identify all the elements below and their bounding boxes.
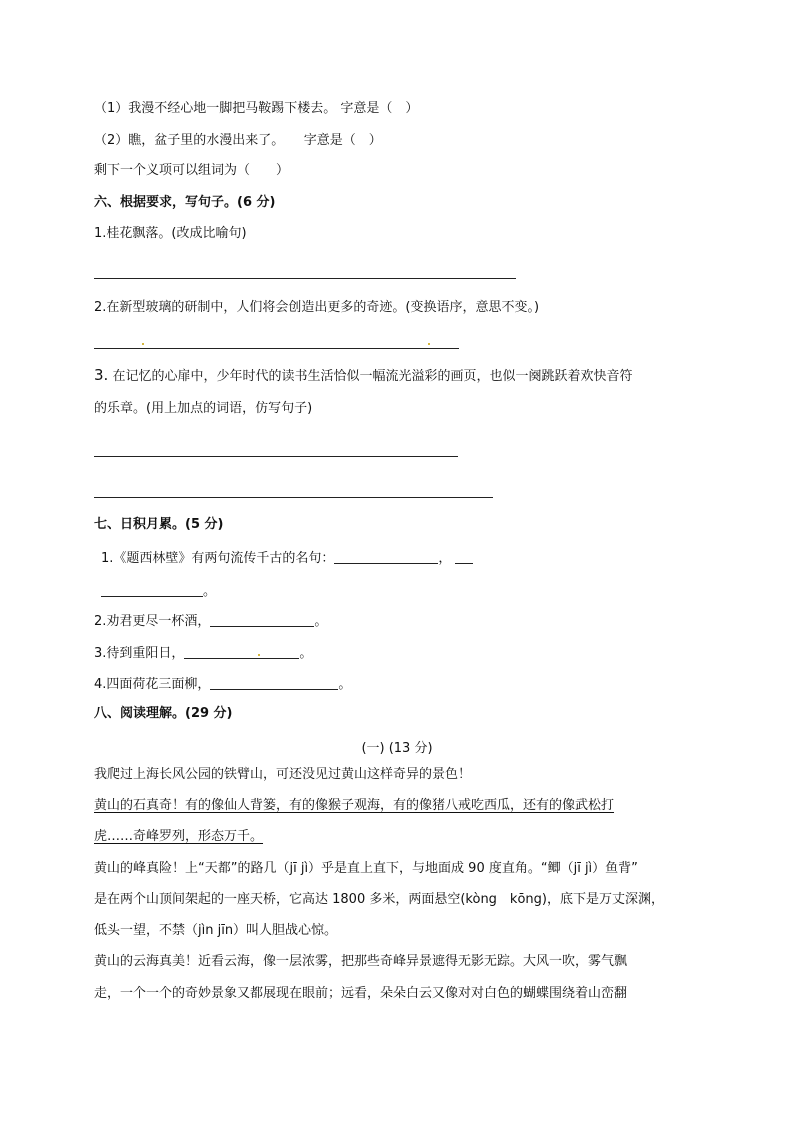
s6-q2-answer-line[interactable]: [94, 348, 459, 349]
passage-paragraph-2-line-1: 黄山的石真奇！有的像仙人背篓，有的像猴子观海，有的像猪八戒吃西瓜，还有的像武松打: [94, 798, 615, 813]
s7-q1-separator: ，: [438, 551, 452, 566]
reading-part-1-title: (一) (13 分): [361, 741, 433, 756]
q5-item-2: （2）瞧，盆子里的水漫出来了。 字意是（ ）: [94, 133, 382, 148]
s7-question-2: [94, 612, 327, 631]
emphasis-dot: [428, 343, 430, 345]
s6-question-1: 1.桂花飘落。(改成比喻句): [94, 226, 247, 241]
s6-question-3-text: 在记忆的心扉中，少年时代的读书生活恰似一幅流光溢彩的画页，也似一阕跳跃着欢快音符: [108, 369, 633, 384]
q5-item-1: （1）我漫不经心地一脚把马鞍踢下楼去。 字意是（ ）: [94, 101, 419, 116]
emphasis-dot: [258, 654, 260, 656]
s6-question-3-line-1: [94, 366, 632, 386]
s7-q1-end: 。: [203, 584, 217, 599]
section-6-heading: 六、根据要求，写句子。(6 分): [94, 195, 276, 210]
passage-paragraph-4-line-2: 走，一个一个的奇妙景象又都展现在眼前；远看，朵朵白云又像对对白色的蝴蝶围绕着山峦翻: [94, 986, 628, 1001]
s7-q2-end: 。: [314, 614, 328, 629]
passage-paragraph-4-line-1: 黄山的云海真美！近看云海，像一层浓雾，把那些奇峰异景遮得无影无踪。大风一吹，雾气飘: [94, 954, 628, 969]
s7-q4-blank[interactable]: [210, 675, 338, 690]
s6-question-3-number: 3.: [94, 366, 109, 384]
s6-q3-answer-line-1[interactable]: [94, 456, 458, 457]
s7-q1-blank-2-start[interactable]: [455, 549, 473, 564]
s7-q1-blank-2-end[interactable]: [101, 582, 203, 597]
s6-q3-answer-line-2[interactable]: [94, 497, 493, 498]
passage-paragraph-1: 我爬过上海长风公园的铁臂山，可还没见过黄山这样奇异的景色！: [94, 767, 472, 782]
s6-q1-answer-line[interactable]: [94, 278, 516, 279]
passage-paragraph-3-line-3: 低头一望，不禁（jìn jīn）叫人胆战心惊。: [94, 923, 338, 938]
s7-q4-end: 。: [338, 677, 352, 692]
section-8-heading: 八、阅读理解。(29 分): [94, 706, 233, 721]
s7-question-1-continued: [101, 582, 216, 601]
s7-q1-blank-1[interactable]: [334, 549, 438, 564]
emphasis-dot: [142, 343, 144, 345]
s6-question-3-line-2: 的乐章。(用上加点的词语，仿写句子): [94, 401, 313, 416]
s7-q2-blank[interactable]: [210, 612, 314, 627]
passage-paragraph-3-line-2: 是在两个山顶间架起的一座天桥，它高达 1800 多米，两面悬空(kòng kōng)，底下是万丈深渊，: [94, 892, 664, 907]
passage-paragraph-2-line-2: 虎……奇峰罗列，形态万千。: [94, 829, 264, 844]
s7-q4-text: 4.四面荷花三面柳，: [94, 677, 211, 692]
s7-q2-text: 2.劝君更尽一杯酒，: [94, 614, 211, 629]
s7-q3-end: 。: [299, 646, 313, 661]
s7-q3-blank[interactable]: [184, 644, 299, 659]
section-7-heading: 七、日积月累。(5 分): [94, 517, 224, 532]
passage-paragraph-3-line-1: 黄山的峰真险！上“天都”的路几（jī jì）乎是直上直下，与地面成 90 度直角。“鲫（jī jì）鱼背”: [94, 861, 638, 876]
s7-question-4: [94, 675, 351, 694]
s7-q1-text: 1.《题西林壁》有两句流传千古的名句：: [101, 551, 335, 566]
q5-item-3: 剩下一个义项可以组词为（ ）: [94, 163, 290, 178]
s7-question-1: [101, 549, 473, 568]
s7-q3-text: 3.待到重阳日，: [94, 646, 185, 661]
s7-question-3: [94, 644, 312, 663]
s6-question-2: 2.在新型玻璃的研制中，人们将会创造出更多的奇迹。(变换语序，意思不变。): [94, 300, 540, 315]
